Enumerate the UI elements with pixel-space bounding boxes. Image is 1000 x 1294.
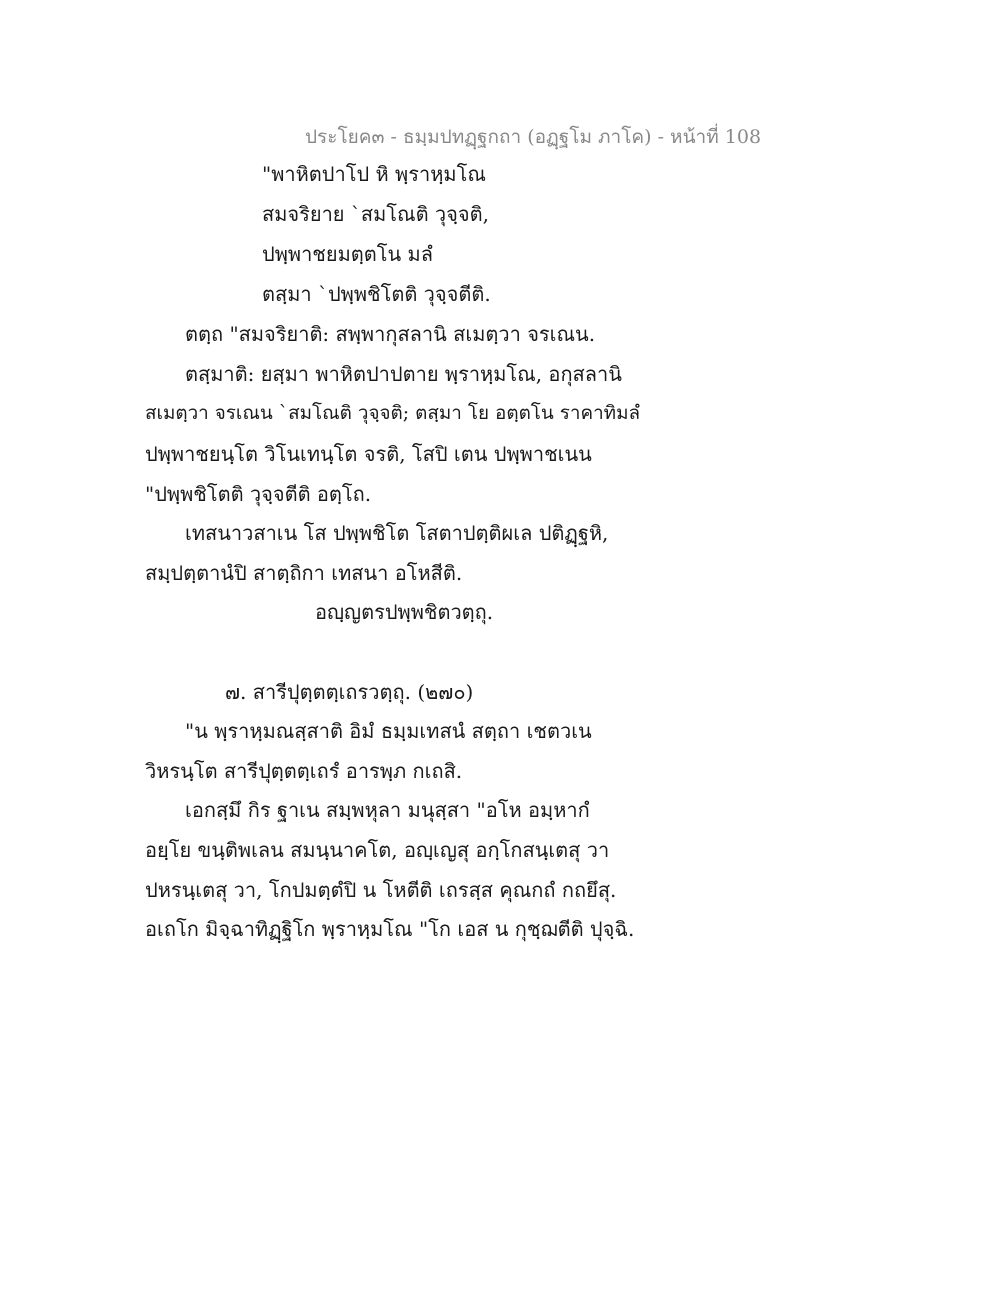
commentary-line: ปพฺพาชยนฺโต วิโนเทนฺโต จรติ, โสปิ เตน ปพฺพาชเนน <box>145 442 592 466</box>
story-end-title: อญฺญตรปพฺพชิตวตฺถุ. <box>315 600 494 624</box>
story-line: อยฺโย ขนฺติพเลน สมนฺนาคโต, อญฺเญสุ อกฺโกสนฺเตสุ วา <box>145 838 610 862</box>
verse-line: "พาหิตปาโป หิ พฺราหฺมโณ <box>262 162 486 186</box>
commentary-line: เทสนาวสาเน โส ปพฺพชิโต โสตาปตฺติผเล ปติฏฺฐหิ, <box>185 521 609 545</box>
story-line: ปหรนฺเตสุ วา, โกปมตฺตํปิ น โหตีติ เถรสฺส คุณกถํ กถยึสุ. <box>145 878 617 902</box>
verse-line: สมจริยาย `สมโณติ วุจฺจติ, <box>262 202 489 226</box>
verse-line: ปพฺพาชยมตฺตโน มลํ <box>262 242 433 266</box>
commentary-line: "ปพฺพชิโตติ วุจฺจตีติ อตฺโถ. <box>145 482 372 506</box>
story-line: วิหรนฺโต สารีปุตฺตตฺเถรํ อารพฺภ กเถสิ. <box>145 759 463 783</box>
story-line: "น พฺราหฺมณสฺสาติ อิมํ ธมฺมเทสนํ สตฺถา เชตวเน <box>185 719 592 743</box>
commentary-line: ตตฺถ "สมจริยาติ: สพฺพากุสลานิ สเมตฺวา จรเณน. <box>185 322 596 346</box>
running-header: ประโยค๓ - ธมฺมปทฏฺฐกถา (อฏฺฐโม ภาโค) - หน้าที่ 108 <box>305 126 762 148</box>
commentary-line: ตสฺมาติ: ยสฺมา พาหิตปาปตาย พฺราหฺมโณ, อกุสลานิ <box>185 362 622 386</box>
commentary-line: สมฺปตฺตานํปิ สาตฺถิกา เทสนา อโหสีติ. <box>145 561 463 585</box>
story-line: เอกสฺมึ กิร ฐาเน สมฺพหุลา มนุสฺสา "อโห อมฺหากํ <box>185 798 590 822</box>
section-title: ๗. สารีปุตฺตตฺเถรวตฺถุ. (๒๗๐) <box>225 680 474 704</box>
commentary-line: สเมตฺวา จรเณน `สมโณติ วุจฺจติ; ตสฺมา โย อตฺตโน ราคาทิมลํ <box>145 403 641 424</box>
story-line: อเถโก มิจฺฉาทิฏฺฐิโก พฺราหฺมโณ "โก เอส น กุชฺฌตีติ ปุจฺฉิ. <box>145 917 635 941</box>
verse-line: ตสฺมา `ปพฺพชิโตติ วุจฺจตีติ. <box>262 282 491 306</box>
